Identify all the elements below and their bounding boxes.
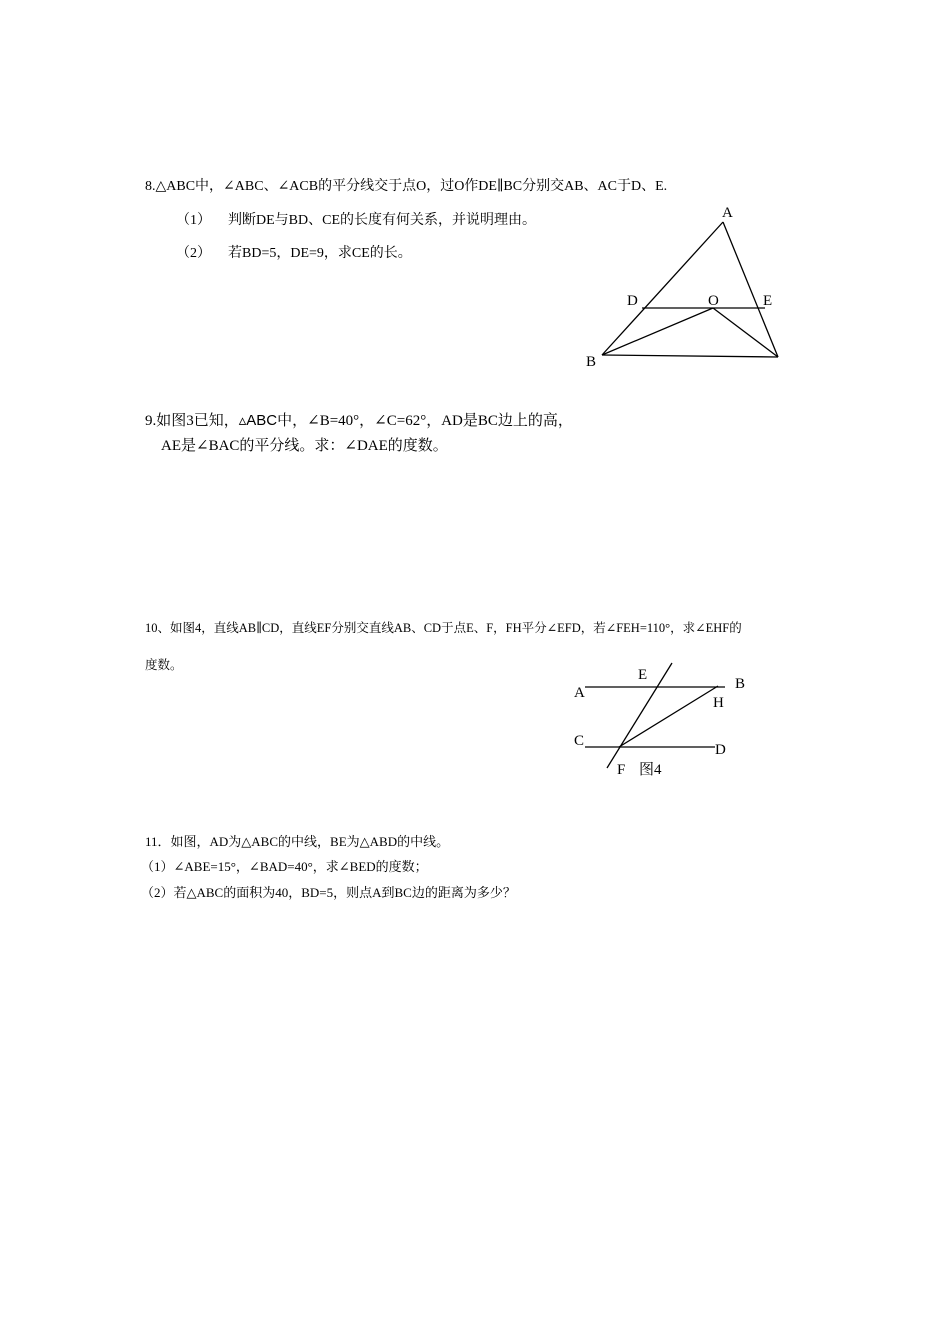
q8-side-ab [602, 222, 723, 355]
q11-part2: （2）若△ABC的面积为40，BD=5，则点A到BC边的距离为多少？ [141, 885, 516, 900]
q10-segment-fh [619, 686, 718, 747]
q9-line1-end: 中，∠B=40°，∠C=62°，AD是BC边上的高， [277, 413, 573, 429]
q8-part1-text: 判断DE与BD、CE的长度有何关系，并说明理由。 [228, 213, 536, 228]
q10-label-c: C [574, 733, 585, 749]
q10-label-e: E [638, 667, 648, 683]
q8-part2-number: （2） [176, 246, 211, 261]
q8-segment-bo [602, 308, 713, 355]
q8-part1-number: （1） [176, 213, 211, 228]
q10-label-d: D [715, 742, 726, 758]
q10-label-a: A [574, 685, 585, 701]
q10-line1: 10、如图4，直线AB∥CD，直线EF分别交直线AB、CD于点E、F，FH平分∠EFD，若∠FEH=110°，求∠EHF的 [145, 621, 742, 635]
q8-stem: 8.△ABC中，∠ABC、∠ACB的平分线交于点O，过O作DE∥BC分别交AB、AC于D、E. [145, 179, 668, 194]
q9-line1-start: 9.如图3已知， [145, 413, 239, 429]
q8-side-bc [602, 355, 778, 357]
q10-label-f: F [617, 762, 626, 778]
q8-part2-text: 若BD=5，DE=9，求CE的长。 [228, 246, 412, 261]
q9-line1 [145, 412, 573, 430]
q8-label-o: O [708, 293, 719, 309]
q11-stem: 11．如图，AD为△ABC的中线，BE为△ABD的中线。 [145, 834, 450, 849]
q8-triangle-figure [570, 195, 800, 375]
q10-line2: 度数。 [145, 658, 183, 672]
q8-label-d: D [627, 293, 638, 309]
q10-parallel-lines-figure [565, 655, 765, 785]
q8-label-b: B [586, 354, 597, 370]
q9-line2: AE是∠BAC的平分线。求：∠DAE的度数。 [161, 438, 448, 454]
q10-label-h: H [713, 695, 724, 711]
q10-label-b: B [735, 676, 746, 692]
q8-label-e: E [763, 293, 773, 309]
q10-caption: 图4 [639, 762, 662, 778]
q8-label-a: A [722, 205, 733, 221]
q9-triangle-abc: ▵ABC [238, 412, 278, 429]
q11-part1: （1）∠ABE=15°，∠BAD=40°，求∠BED的度数； [141, 859, 428, 874]
